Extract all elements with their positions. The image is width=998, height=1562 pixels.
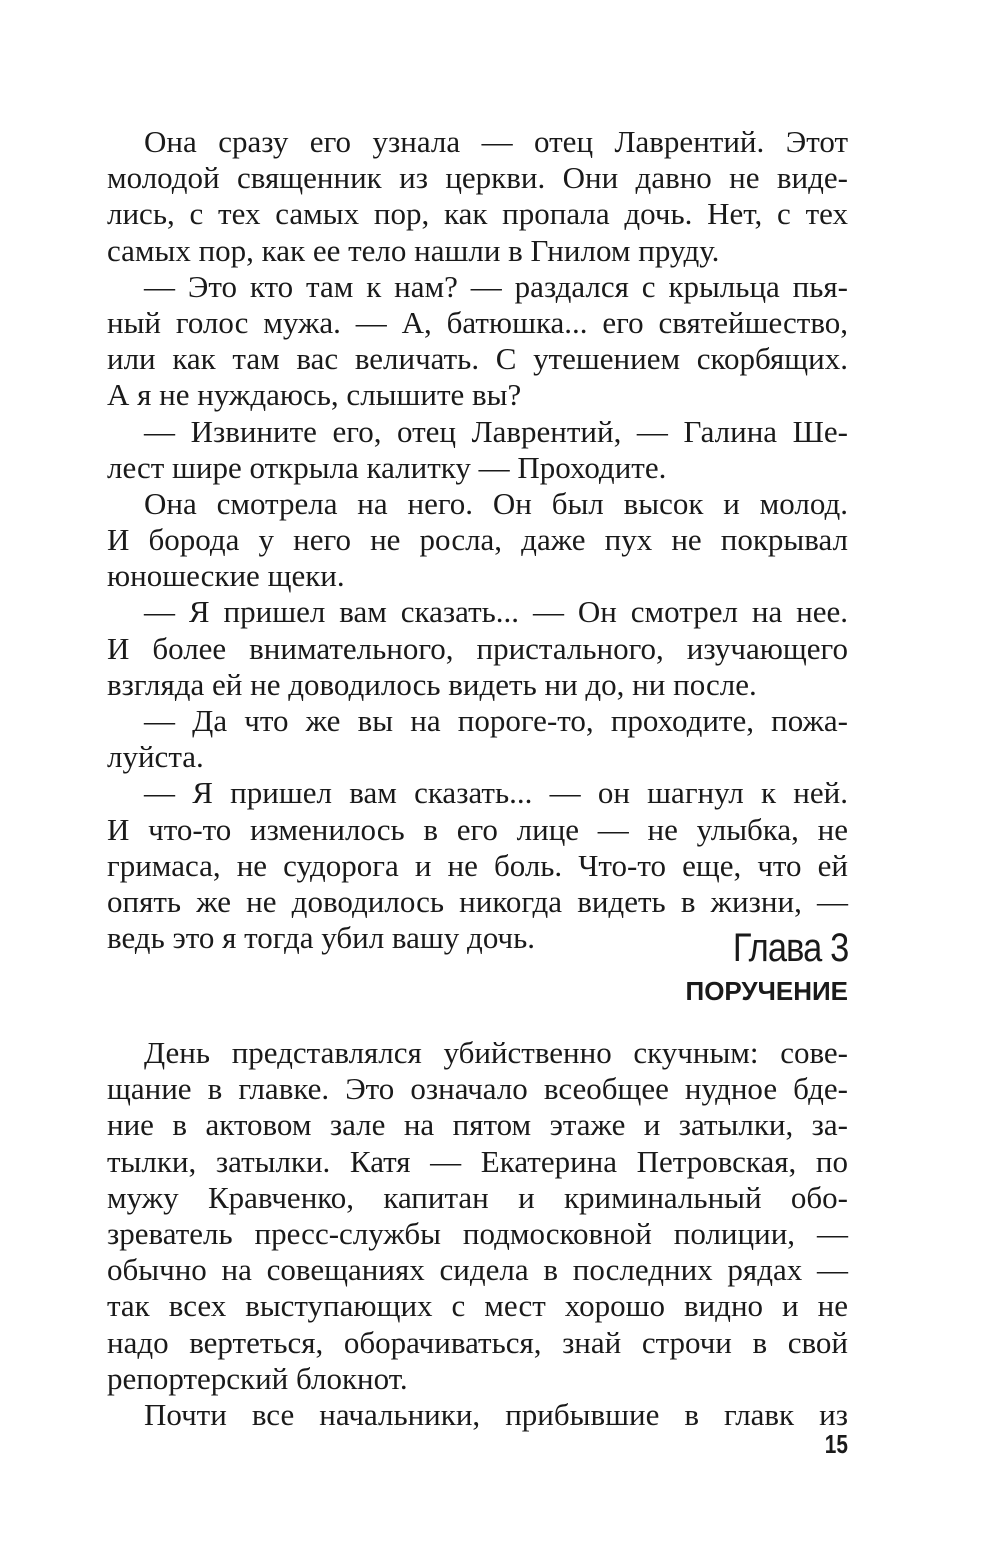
text-line: — Я пришел вам сказать... — он шагнул к ней.: [144, 775, 848, 811]
text-line: луйста.: [107, 739, 204, 775]
text-line: зреватель пресс-службы подмосковной полиции, —: [107, 1215, 848, 1251]
text-line: И борода у него не росла, даже пух не покрывал: [107, 522, 848, 558]
text-line: — Извините его, отец Лаврентий, — Галина Ше-: [144, 413, 848, 449]
body-text-after-chapter: [107, 1035, 848, 1433]
text-line: или как там вас величать. С утешением скорбящих.: [107, 341, 848, 377]
text-line: ние в актовом зале на пятом этаже и затылки, за-: [107, 1107, 848, 1143]
page-number: 15: [824, 1429, 848, 1459]
text-line: Почти все начальники, прибывшие в главк из: [144, 1396, 848, 1432]
text-line: щание в главке. Это означало всеобщее нудное бде-: [107, 1071, 848, 1107]
text-line: самых пор, как ее тело нашли в Гнилом пруду.: [107, 232, 720, 268]
text-line: День представлялся убийственно скучным: сове-: [144, 1035, 848, 1070]
chapter-title: ПОРУЧЕНИЕ: [685, 976, 848, 1006]
text-line: обычно на совещаниях сидела в последних рядах —: [107, 1252, 848, 1288]
chapter-number: Глава 3: [732, 926, 848, 970]
body-text-before-chapter: [107, 124, 848, 956]
text-line: Она смотрела на него. Он был высок и молод.: [144, 485, 848, 521]
text-line: гримаса, не судорога и не боль. Что-то еще, что ей: [107, 847, 848, 883]
text-line: И что-то изменилось в его лице — не улыбка, не: [107, 811, 848, 847]
text-line: так всех выступающих с мест хорошо видно и не: [107, 1288, 848, 1324]
text-line: — Это кто там к нам? — раздался с крыльца пья-: [144, 268, 848, 304]
text-line: — Я пришел вам сказать... — Он смотрел на нее.: [144, 594, 848, 630]
text-line: Она сразу его узнала — отец Лаврентий. Этот: [144, 124, 848, 159]
text-line: опять же не доводилось никогда видеть в жизни, —: [107, 883, 848, 919]
text-line: молодой священник из церкви. Они давно не виде-: [107, 160, 848, 196]
text-line: А я не нуждаюсь, слышите вы?: [107, 377, 522, 413]
text-line: лись, с тех самых пор, как пропала дочь. Нет, с тех: [107, 196, 848, 232]
text-line: — Да что же вы на пороге-то, проходите, пожа-: [144, 703, 848, 738]
text-line: И более внимательного, пристального, изучающего: [107, 630, 848, 666]
text-line: юношеские щеки.: [107, 558, 345, 594]
text-line: репортерский блокнот.: [107, 1360, 408, 1396]
text-line: тылки, затылки. Катя — Екатерина Петровская, по: [107, 1143, 848, 1179]
text-line: надо вертеться, оборачиваться, знай строчи в свой: [107, 1324, 848, 1360]
text-line: мужу Кравченко, капитан и криминальный обо-: [107, 1179, 848, 1215]
text-line: ный голос мужа. — А, батюшка... его святейшество,: [107, 304, 848, 340]
text-line: лест шире открыла калитку — Проходите.: [107, 449, 667, 485]
text-line: ведь это я тогда убил вашу дочь.: [107, 920, 535, 956]
text-line: взгляда ей не доводилось видеть ни до, ни после.: [107, 666, 757, 702]
